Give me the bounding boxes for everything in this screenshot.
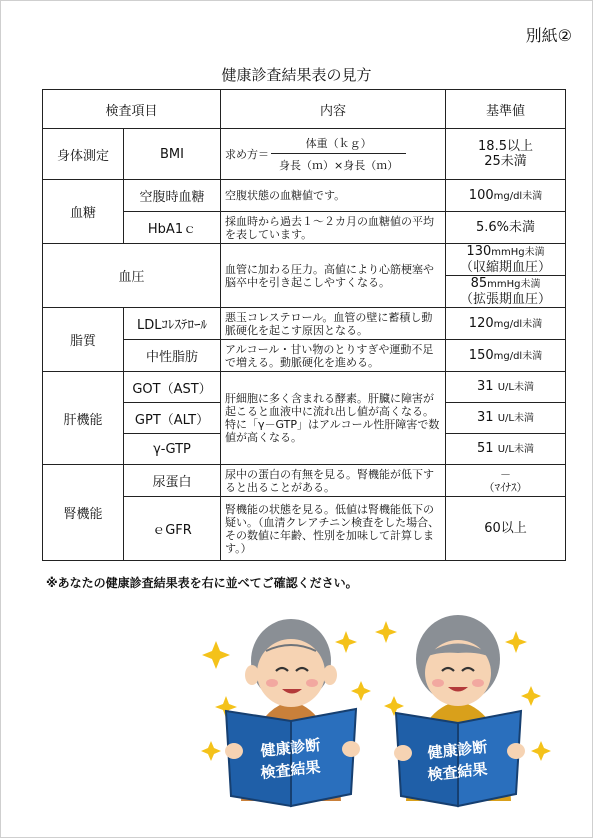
table-row (43, 372, 566, 403)
checkup-guide-table (42, 89, 566, 561)
bmi-fraction (271, 135, 406, 173)
desc-pressure: 血管に加わる圧力。高値により心筋梗塞や脳卒中を引き起こしやすくなる。 (221, 244, 446, 308)
table-row (43, 244, 566, 276)
booklet-title-line2: 検査結果 (426, 759, 489, 785)
header-item: 検査項目 (43, 90, 221, 129)
table-row (43, 180, 566, 212)
booklet-title-line1: 健康診断 (426, 737, 489, 763)
category-body: 身体測定 (43, 129, 124, 180)
std-unit: mg/dl未満 (493, 190, 543, 202)
item-ggt: γ-GTP (124, 434, 221, 465)
systolic-label: （収縮期血圧） (460, 260, 552, 275)
booklet-title-line1: 健康診断 (259, 735, 322, 761)
standard-triglyceride (446, 340, 566, 372)
confirmation-note: ※あなたの健康診査結果表を右に並べてご確認ください。 (46, 576, 358, 590)
std-value: 100 (468, 187, 494, 203)
std-unit: U/L未満 (497, 382, 534, 393)
desc-egfr: 腎機能の状態を見る。低値は腎機能低下の疑い。（血清クレアチニン検査をした場合、その数値に年齢、性別を加味して計算します。） (221, 497, 446, 561)
std-value: 150 (468, 347, 494, 363)
standard-fasting-glucose (446, 180, 566, 212)
booklet-title-line2: 検査結果 (259, 757, 322, 783)
std-value: 130 (466, 244, 492, 259)
item-urine-protein: 尿蛋白 (124, 465, 221, 497)
desc-fasting-glucose: 空腹状態の血糖値です。 (221, 180, 446, 212)
standard-diastolic (446, 276, 566, 308)
category-pressure: 血圧 (43, 244, 221, 308)
attachment-label: 別紙② (525, 26, 572, 45)
item-triglyceride: 中性脂肪 (124, 340, 221, 372)
std-unit: mmHg未満 (491, 247, 545, 258)
item-ldl: LDLｺﾚｽﾃﾛｰﾙ (124, 308, 221, 340)
std-value: 51 (477, 441, 494, 456)
category-sugar: 血糖 (43, 180, 124, 244)
item-gpt: GPT（ALT） (124, 403, 221, 434)
booklet-icon (394, 711, 525, 806)
header-content: 内容 (221, 90, 446, 129)
diastolic-label: （拡張期血圧） (460, 292, 552, 307)
standard-egfr: 60以上 (446, 497, 566, 561)
desc-urine-protein: 尿中の蛋白の有無を見る。腎機能が低下すると出ることがある。 (221, 465, 446, 497)
desc-triglyceride: アルコール・甘い物のとりすぎや運動不足で増える。動脈硬化を進める。 (221, 340, 446, 372)
desc-liver: 肝細胞に多く含まれる酵素。肝臓に障害が起こると血液中に流れ出し値が高くなる。特に「γ－GTP」はアルコール性肝障害で数値が高くなる。 (221, 372, 446, 465)
standard-ldl (446, 308, 566, 340)
std-unit: U/L未満 (497, 413, 534, 424)
std-unit: mg/dl未満 (493, 318, 543, 330)
item-fasting-glucose: 空腹時血糖 (124, 180, 221, 212)
std-unit: mmHg未満 (487, 279, 541, 290)
std-value: 31 (477, 379, 494, 394)
item-egfr: ｅGFR (124, 497, 221, 561)
category-lipid: 脂質 (43, 308, 124, 372)
item-hba1c: HbA1ｃ (124, 212, 221, 244)
header-standard: 基準値 (446, 90, 566, 129)
table-header-row (43, 90, 566, 129)
desc-hba1c: 採血時から過去１～２カ月の血糖値の平均を表しています。 (221, 212, 446, 244)
table-row (43, 308, 566, 340)
table-row (43, 129, 566, 180)
page-title: 健康診査結果表の見方 (221, 66, 372, 84)
standard-got (446, 372, 566, 403)
bmi-formula (221, 129, 446, 180)
item-bmi: BMI (124, 129, 221, 180)
formula-prefix: 求め方＝ (225, 148, 270, 161)
standard-urine-protein (446, 465, 566, 497)
standard-bmi-upper: 25未満 (484, 154, 527, 169)
standard-hba1c: 5.6%未満 (446, 212, 566, 244)
std-minus-label: （ﾏｲﾅｽ） (483, 480, 528, 494)
standard-ggt (446, 434, 566, 465)
category-liver: 肝機能 (43, 372, 124, 465)
std-value: 85 (470, 276, 488, 291)
standard-bmi-lower: 18.5以上 (478, 139, 533, 154)
std-minus-sign: － (500, 467, 512, 481)
formula-denominator: 身長（ｍ）×身長（ｍ） (271, 153, 406, 173)
table-row (43, 465, 566, 497)
desc-ldl: 悪玉コレステロール。血管の壁に蓄積し動脈硬化を起こす原因となる。 (221, 308, 446, 340)
standard-bmi (446, 129, 566, 180)
category-kidney: 腎機能 (43, 465, 124, 561)
reading-people-illustration (196, 601, 556, 811)
standard-systolic (446, 244, 566, 276)
formula-numerator: 体重（ｋｇ） (305, 137, 372, 150)
standard-gpt (446, 403, 566, 434)
std-value: 120 (468, 315, 494, 331)
item-got: GOT（AST） (124, 372, 221, 403)
std-unit: mg/dl未満 (493, 350, 543, 362)
std-unit: U/L未満 (497, 444, 534, 455)
booklet-icon (225, 709, 360, 806)
std-value: 31 (477, 410, 494, 425)
